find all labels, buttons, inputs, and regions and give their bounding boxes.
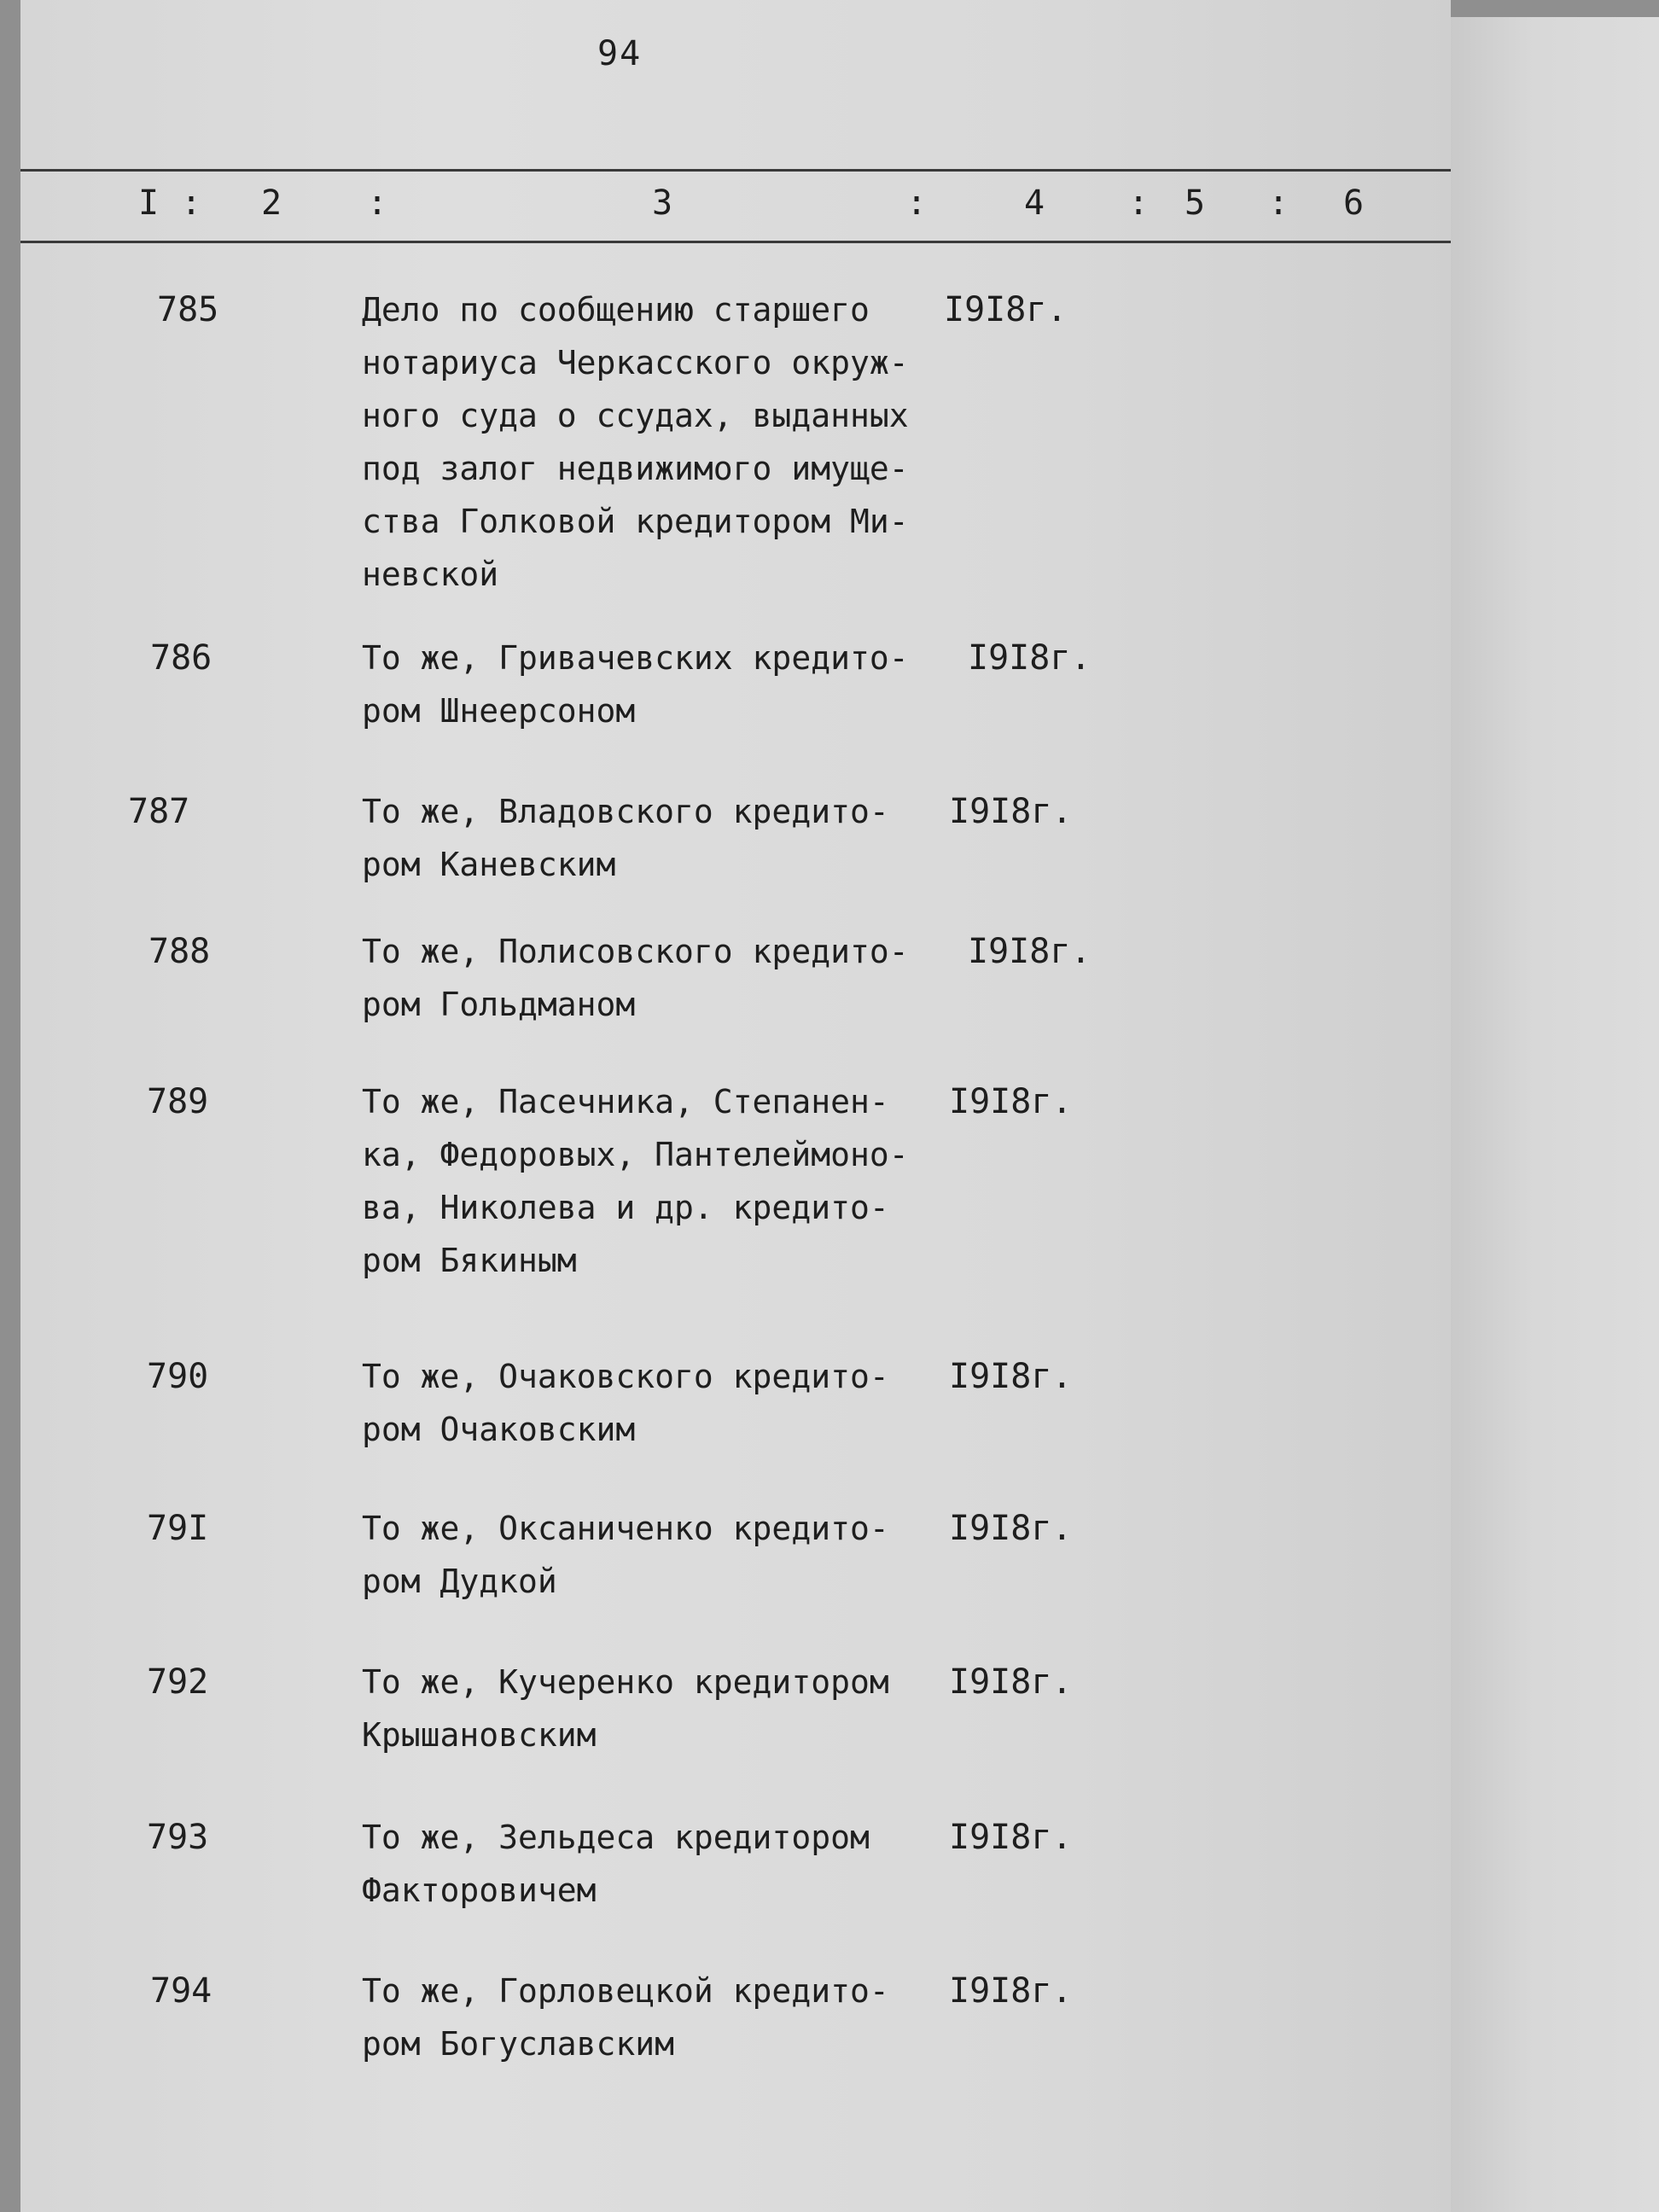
underlying-page [1451, 17, 1659, 2212]
header-rule-top [20, 169, 1451, 172]
entry-description-line: ром Каневским [362, 846, 616, 883]
entry-description-line: Крышановским [362, 1716, 597, 1754]
entry-number: 793 [147, 1818, 209, 1857]
column-header-6: 6 [1343, 183, 1365, 223]
column-separator: : [1268, 183, 1289, 223]
entry-number: 785 [157, 290, 219, 329]
entry-description-line: То же, Полисовского кредито- [362, 933, 909, 970]
entry-description [362, 1656, 889, 1761]
entry-number: 790 [147, 1357, 209, 1396]
entry-year: I9I8г. [949, 1662, 1073, 1702]
entry-description [362, 925, 909, 1031]
entry-description [362, 632, 909, 737]
entry-description-line: невской [362, 556, 499, 593]
entry-description-line: Факторовичем [362, 1871, 597, 1909]
column-header-3: 3 [652, 183, 673, 223]
entry-description-line: ром Дудкой [362, 1563, 557, 1600]
entry-description-line: нотариуса Черкасского окруж- [362, 344, 909, 381]
entry-description-line: ного суда о ссудах, выданных [362, 397, 909, 434]
entry-description [362, 1502, 889, 1608]
page-number: 94 [597, 34, 643, 73]
entry-year: I9I8г. [949, 1082, 1073, 1121]
entry-description-line: под залог недвижимого имуще- [362, 450, 909, 487]
column-header-1: I [138, 183, 160, 223]
entry-number: 789 [147, 1082, 209, 1121]
entry-number: 786 [150, 638, 212, 678]
entry-description-line: ва, Николева и др. кредито- [362, 1189, 889, 1226]
entry-description-line: То же, Очаковского кредито- [362, 1358, 889, 1395]
entry-year: I9I8г. [949, 1357, 1073, 1396]
entry-number: 792 [147, 1662, 209, 1702]
entry-description-line: То же, Оксаниченко кредито- [362, 1510, 889, 1547]
column-header-2: 2 [261, 183, 282, 223]
entry-description-line: То же, Кучеренко кредитором [362, 1663, 889, 1701]
entry-year: I9I8г. [944, 290, 1068, 329]
entry-description-line: Дело по сообщению старшего [362, 291, 870, 329]
column-separator: : [367, 183, 388, 223]
column-separator: : [906, 183, 928, 223]
entry-description-line: ром Шнеерсоном [362, 692, 636, 730]
entry-number: 788 [148, 932, 211, 971]
entry-description-line: То же, Зельдеса кредитором [362, 1819, 870, 1856]
entry-year: I9I8г. [968, 638, 1091, 678]
entry-year: I9I8г. [949, 792, 1073, 831]
column-header-4: 4 [1024, 183, 1045, 223]
entry-description [362, 1350, 889, 1456]
entry-description-line: То же, Горловецкой кредито- [362, 1972, 889, 2010]
column-header-5: 5 [1185, 183, 1206, 223]
entry-description-line: ства Голковой кредитором Ми- [362, 503, 909, 540]
entry-description-line: То же, Владовского кредито- [362, 793, 889, 830]
entry-year: I9I8г. [949, 1509, 1073, 1548]
entry-description-line: ка, Федоровых, Пантелеймоно- [362, 1136, 909, 1173]
entry-description [362, 283, 909, 601]
entry-description [362, 1811, 870, 1917]
entry-year: I9I8г. [949, 1971, 1073, 2011]
column-separator: : [1128, 183, 1150, 223]
entry-description-line: ром Богуславским [362, 2025, 675, 2063]
column-separator: : [181, 183, 202, 223]
entry-description-line: ром Гольдманом [362, 986, 636, 1023]
entry-description [362, 785, 889, 891]
entry-description [362, 1965, 889, 2070]
entry-number: 787 [128, 792, 190, 831]
entry-number: 79I [147, 1509, 209, 1548]
entry-description-line: ром Очаковским [362, 1411, 636, 1448]
entry-year: I9I8г. [949, 1818, 1073, 1857]
entry-description [362, 1075, 909, 1287]
entry-year: I9I8г. [968, 932, 1091, 971]
header-rule-bottom [20, 241, 1451, 243]
entry-description-line: ром Бякиным [362, 1242, 577, 1279]
entry-description-line: То же, Гривачевских кредито- [362, 639, 909, 677]
entry-number: 794 [150, 1971, 212, 2011]
entry-description-line: То же, Пасечника, Степанен- [362, 1083, 889, 1121]
